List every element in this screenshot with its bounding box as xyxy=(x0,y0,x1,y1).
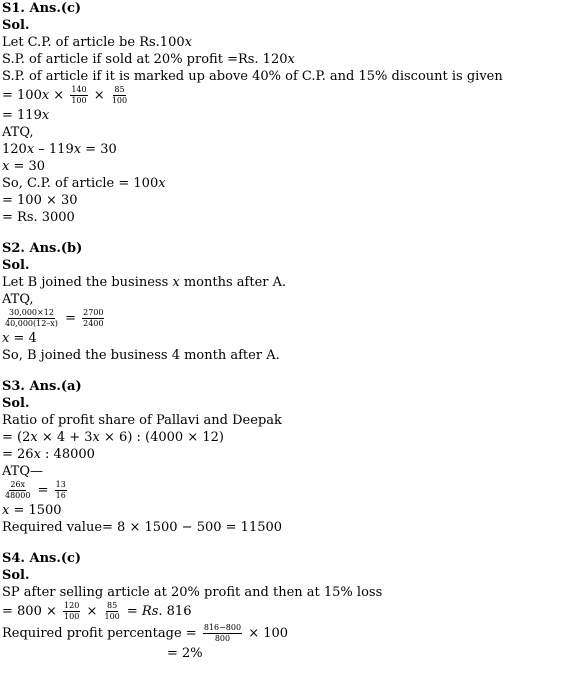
equation-text: × 100 xyxy=(248,626,289,641)
equation-text: Required profit percentage = xyxy=(2,626,197,641)
solution-4 xyxy=(2,550,562,662)
text-line: SP after selling article at 20% profit and then at 15% loss xyxy=(2,585,383,600)
times-sign: × xyxy=(93,88,105,103)
fraction xyxy=(82,308,104,329)
text-line: S.P. of article if it is marked up above 40% of C.P. and 15% discount is given xyxy=(2,69,503,84)
equation-text: = 𝑅𝑠. 816 xyxy=(126,604,192,619)
numerator: 30,000×12 xyxy=(9,308,54,317)
fraction xyxy=(203,623,242,644)
solution-1 xyxy=(2,0,562,226)
denominator: 800 xyxy=(214,634,231,643)
text-line: = 26𝑥 : 48000 xyxy=(2,447,95,462)
fraction xyxy=(55,480,67,501)
fraction xyxy=(4,480,31,501)
numerator: 13 xyxy=(55,480,66,489)
sol-label: Sol. xyxy=(2,568,30,583)
text-line: 120𝑥 – 119𝑥 = 30 xyxy=(2,142,117,157)
text-line: = 100 × 30 xyxy=(2,193,78,208)
text-line: = (2𝑥 × 4 + 3𝑥 × 6) : (4000 × 12) xyxy=(2,430,224,445)
denominator: 100 xyxy=(104,612,120,621)
sol-label: Sol. xyxy=(2,18,30,33)
answer-heading: S1. Ans.(c) xyxy=(2,1,82,16)
denominator: 40,000(12–x) xyxy=(5,319,58,328)
text-line: 𝑥 = 4 xyxy=(2,331,37,346)
text-line: So, C.P. of article = 100𝑥 xyxy=(2,176,166,191)
numerator: 85 xyxy=(107,601,118,610)
denominator: 100 xyxy=(71,96,87,105)
numerator: 816−800 xyxy=(203,623,242,632)
fraction xyxy=(111,85,128,106)
denominator: 48000 xyxy=(5,491,31,500)
text-line: So, B joined the business 4 month after A. xyxy=(2,348,280,363)
answer-heading: S2. Ans.(b) xyxy=(2,241,83,256)
solutions-page xyxy=(2,0,562,676)
sol-label: Sol. xyxy=(2,396,30,411)
text-line: 𝑥 = 1500 xyxy=(2,503,62,518)
sol-label: Sol. xyxy=(2,258,30,273)
answer-heading: S3. Ans.(a) xyxy=(2,379,82,394)
fraction xyxy=(103,601,120,622)
text-line: Let C.P. of article be Rs.100𝑥 xyxy=(2,35,192,50)
denominator: 2400 xyxy=(83,319,104,328)
result-line: = 2% xyxy=(167,646,203,661)
text-line: Let B joined the business 𝑥 months after A. xyxy=(2,275,287,290)
equation-text: = 800 × xyxy=(2,604,57,619)
equation-text: = 100𝑥 × xyxy=(2,88,65,103)
equation-line xyxy=(2,480,562,502)
answer-heading: S4. Ans.(c) xyxy=(2,551,82,566)
text-line: S.P. of article if sold at 20% profit =Rs. 120𝑥 xyxy=(2,52,295,67)
numerator: 140 xyxy=(71,85,87,94)
equals-sign: = xyxy=(37,483,49,498)
text-line: ATQ, xyxy=(2,125,34,140)
numerator: 26x xyxy=(10,480,26,489)
text-line: Required value= 8 × 1500 − 500 = 11500 xyxy=(2,520,283,535)
text-line: ATQ, xyxy=(2,292,34,307)
solution-3 xyxy=(2,378,562,536)
numerator: 85 xyxy=(114,85,125,94)
equation-line xyxy=(2,85,562,107)
equation-line xyxy=(2,601,562,623)
text-line: = 119𝑥 xyxy=(2,108,50,123)
denominator: 100 xyxy=(111,96,128,105)
equation-line xyxy=(2,308,562,330)
times-sign: × xyxy=(86,604,98,619)
text-line: Ratio of profit share of Pallavi and Deepak xyxy=(2,413,282,428)
text-line: 𝑥 = 30 xyxy=(2,159,46,174)
solution-2 xyxy=(2,240,562,364)
equation-line xyxy=(2,623,562,645)
text-line: ATQ— xyxy=(2,464,44,479)
fraction xyxy=(63,601,80,622)
fraction xyxy=(70,85,87,106)
text-line: = Rs. 3000 xyxy=(2,210,75,225)
equals-sign: = xyxy=(65,311,76,326)
denominator: 16 xyxy=(55,491,66,500)
fraction xyxy=(4,308,59,329)
denominator: 100 xyxy=(64,612,80,621)
numerator: 120 xyxy=(64,601,80,610)
numerator: 2700 xyxy=(83,308,104,317)
